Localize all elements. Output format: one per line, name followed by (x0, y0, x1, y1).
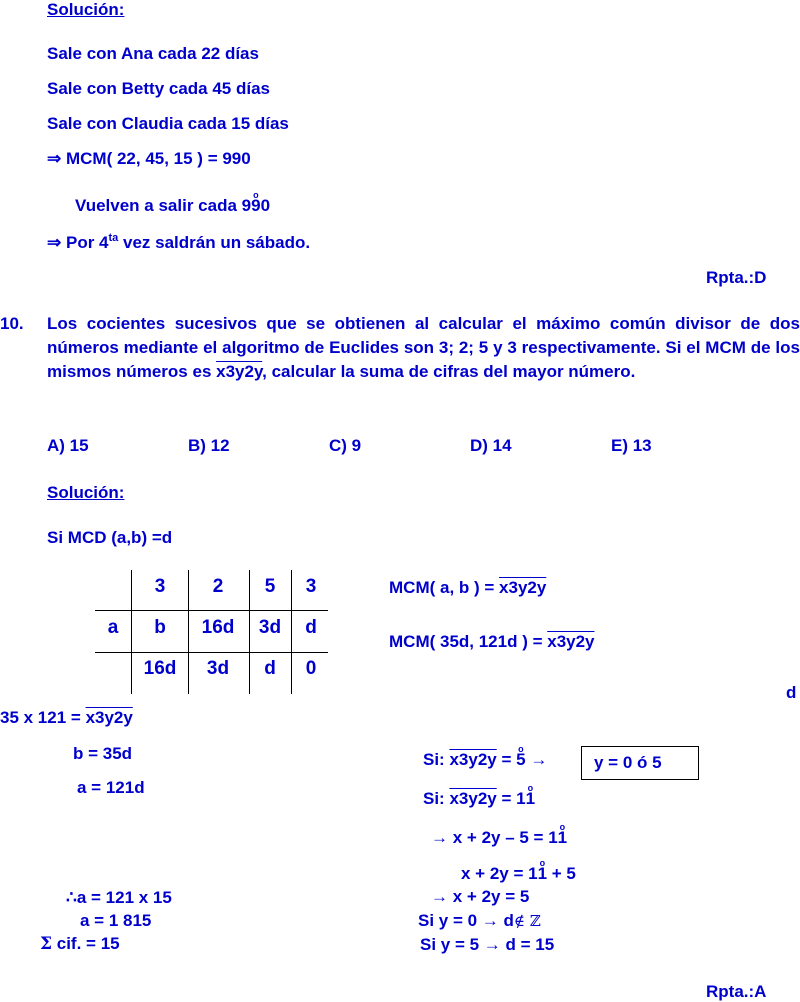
text-line-claudia: Sale con Claudia cada 15 días (47, 114, 289, 133)
si-eq: = 1 (496, 789, 526, 808)
step-circ-digit: 1 o (538, 864, 547, 884)
case-text: d (498, 911, 514, 930)
si-eleven-digit: 1 o (526, 789, 535, 809)
quotient-cell: 3 (154, 576, 166, 597)
si-eleven-line (423, 789, 535, 809)
vuelven-text: Vuelven a salir cada 9 (75, 196, 252, 215)
case-text: Si y = 0 (418, 911, 482, 930)
arrow-right-icon: → (481, 911, 499, 930)
answer-2: Rpta.:A (706, 982, 767, 1001)
table-vline (188, 570, 189, 694)
option-d: D) 14 (470, 436, 512, 455)
ordinal-sup: ta (108, 232, 119, 244)
dividend-cell: a (107, 617, 119, 638)
a-value: a = 1 815 (80, 911, 152, 930)
step-text: x + 2y = 5 (452, 887, 530, 906)
question-text-b: , calcular la suma de cifras del mayor número. (262, 362, 636, 381)
table-hline (95, 610, 328, 611)
step-line-1 (431, 828, 567, 848)
therefore-icon: ∴ (66, 888, 77, 907)
step-line-2 (461, 864, 576, 884)
si-over: x3y2y (449, 750, 497, 769)
remainder-cell: d (264, 658, 276, 679)
mcm-ab (389, 578, 546, 598)
solution-heading-2: Solución: (47, 483, 125, 502)
si-over: x3y2y (449, 789, 497, 808)
arrow-right-icon: → (431, 828, 448, 847)
step-text: x + 2y – 5 = 1 (452, 828, 558, 847)
step-circ-digit: 1 o (558, 828, 567, 848)
dividend-cell: b (154, 617, 166, 638)
remainder-cell: 3d (206, 658, 230, 679)
dividend-cell: 16d (201, 617, 235, 638)
question-text (47, 312, 800, 384)
mcd-line: Si MCD (a,b) =d (47, 528, 173, 547)
option-c: C) 9 (329, 436, 362, 455)
case-text: d = 15 (500, 935, 555, 954)
stray-d: d (786, 683, 797, 702)
por-line (47, 233, 310, 255)
answer-1: Rpta.:D (706, 268, 767, 287)
arrow-right-icon: → (530, 750, 548, 769)
implies-icon: ⇒ (47, 233, 62, 252)
arrow-right-icon: → (431, 887, 448, 906)
answer-box (581, 746, 699, 780)
dividend-cell: d (305, 617, 317, 638)
step-text-end: + 5 (547, 864, 576, 883)
arrow-right-icon: → (483, 935, 501, 954)
question-overline: x3y2y (216, 362, 263, 381)
por-rest: vez saldrán un sábado. (118, 233, 311, 252)
quotient-cell: 2 (212, 576, 224, 597)
si-eq: = (496, 750, 517, 769)
vuelven-end: 0 (260, 196, 271, 215)
dividend-cell: 3d (258, 617, 282, 638)
case-y5 (420, 935, 554, 955)
mcm-35d-value: x3y2y (547, 632, 595, 651)
solution-heading-1: Solución: (47, 0, 125, 19)
sigma-icon: Σ (40, 934, 53, 954)
b-equation: b = 35d (73, 744, 133, 763)
implies-icon: ⇒ (47, 149, 62, 168)
mcm-text: MCM( 22, 45, 15 ) = 990 (65, 149, 251, 168)
si-label: Si: (423, 750, 450, 769)
vuelven-circ-digit: 9 o (251, 196, 260, 216)
product-eq-value: x3y2y (85, 708, 133, 727)
step-line-3 (431, 887, 529, 907)
mcm-35d-label: MCM( 35d, 121d ) = (389, 632, 548, 651)
quotient-cell: 5 (264, 576, 276, 597)
sum-digits (40, 934, 120, 954)
boxed-text: y = 0 ó 5 (594, 753, 662, 772)
product-eq (0, 708, 133, 728)
question-number: 10. (0, 314, 24, 333)
text-line-betty: Sale con Betty cada 45 días (47, 79, 270, 98)
question-text-a: Los cocientes sucesivos que se obtienen al calcular el máximo común divisor de dos números mediante el algoritmo de Euclides son 3; 2; 5 y 3 respectivamente. Si el MCM de los mismos números es (47, 314, 800, 381)
option-a: A) 15 (47, 436, 89, 455)
mcm-35d (389, 632, 595, 652)
sum-digits-text: cif. = 15 (52, 934, 120, 953)
option-b: B) 12 (188, 436, 230, 455)
a-calc-text: a = 121 x 15 (76, 888, 172, 907)
si-label: Si: (423, 789, 450, 808)
quotient-cell: 3 (305, 576, 317, 597)
si-five: 5 o (516, 750, 525, 770)
a-equation: a = 121d (77, 778, 145, 797)
option-e: E) 13 (611, 436, 652, 455)
text-line-ana: Sale con Ana cada 22 días (47, 44, 259, 63)
remainder-cell: 16d (143, 658, 177, 679)
table-hline (95, 652, 328, 653)
mcm-ab-label: MCM( a, b ) = (389, 578, 500, 597)
remainder-cell: 0 (305, 658, 317, 679)
por-text: Por 4 (65, 233, 109, 252)
mcm-ab-value: x3y2y (499, 578, 547, 597)
a-calc (66, 888, 172, 908)
case-y0 (418, 911, 541, 931)
vuelven-line (75, 196, 270, 216)
step-text: x + 2y = 1 (461, 864, 538, 883)
si-five-line (423, 750, 547, 770)
product-eq-label: 35 x 121 = (0, 708, 86, 727)
case-text: Si y = 5 (420, 935, 484, 954)
not-in-z: ∉ ℤ (513, 912, 541, 930)
mcm-line (47, 149, 251, 169)
